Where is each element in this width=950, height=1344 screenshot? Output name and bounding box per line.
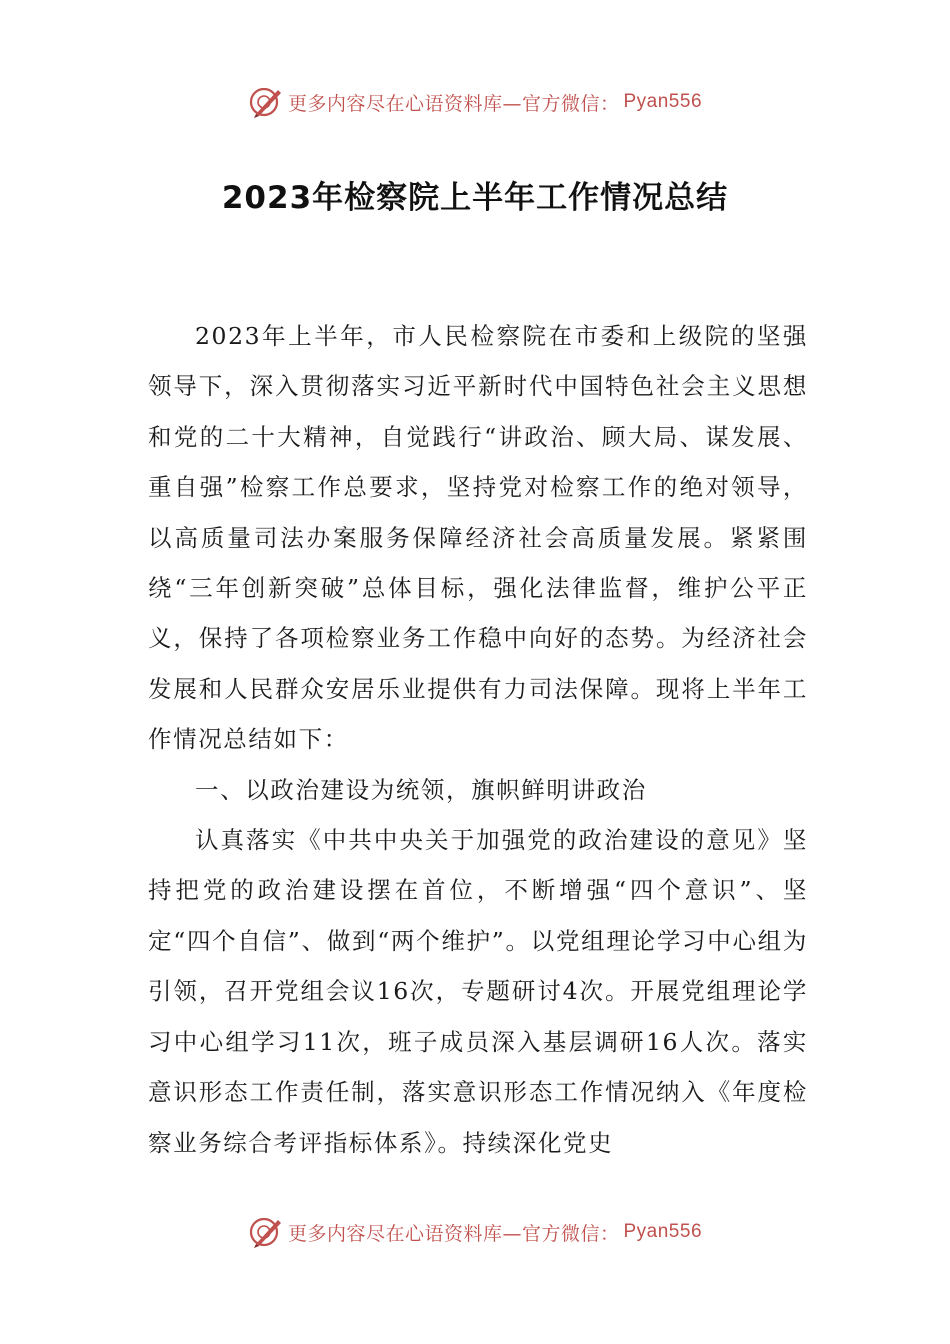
document-title: 2023年检察院上半年工作情况总结 bbox=[221, 180, 729, 216]
pen-logo-icon bbox=[248, 84, 284, 120]
watermark-text: 更多内容尽在心语资料库—官方微信： bbox=[287, 92, 620, 115]
watermark-wechat-id: Pyan556 bbox=[623, 91, 703, 112]
watermark-wechat-id: Pyan556 bbox=[623, 1221, 703, 1242]
watermark-header bbox=[0, 82, 950, 122]
section-heading-1: 一、以政治建设为统领，旗帜鲜明讲政治 bbox=[195, 775, 647, 804]
pen-logo-icon bbox=[248, 1214, 284, 1250]
paragraph-intro: 2023年上半年，市人民检察院在市委和上级院的坚强领导下，深入贯彻落实习近平新时代中国特色社会主义思想和党的二十大精神，自觉践行“讲政治、顾大局、谋发展、重自强”检察工作总要求，坚持党对检察工作的绝对领导，以高质量司法办案服务保障经济社会高质量发展。紧紧围绕“三年创新突破”总体目标，强化法律监督，维护公平正义，保持了各项检察业务工作稳中向好的态势。为经济社会发展和人民群众安居乐业提供有力司法保障。现将上半年工作情况总结如下： bbox=[148, 322, 808, 754]
watermark-text: 更多内容尽在心语资料库—官方微信： bbox=[287, 1222, 620, 1245]
watermark-footer bbox=[0, 1212, 950, 1252]
paragraph-section-1: 认真落实《中共中央关于加强党的政治建设的意见》坚持把党的政治建设摆在首位，不断增强“四个意识”、坚定“四个自信”、做到“两个维护”。以党组理论学习中心组为引领，召开党组会议16次，专题研讨4次。开展党组理论学习中心组学习11次，班子成员深入基层调研16人次。落实意识形态工作责任制，落实意识形态工作情况纳入《年度检察业务综合考评指标体系》。持续深化党史 bbox=[148, 826, 808, 1157]
document-body bbox=[148, 311, 808, 1168]
